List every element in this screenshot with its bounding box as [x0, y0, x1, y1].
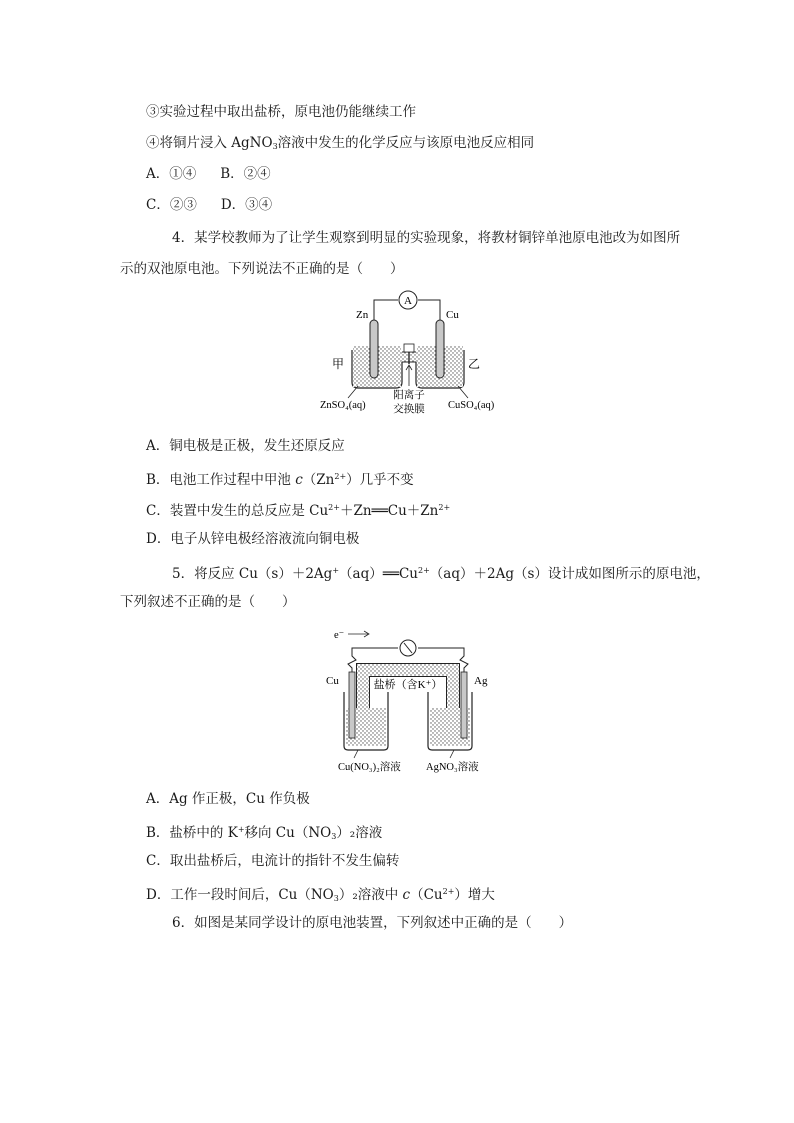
q5-option-c[interactable]: C．取出盐桥后，电流计的指针不发生偏转: [146, 853, 400, 869]
q5-ag-label: Ag: [474, 675, 488, 687]
q4-right-cell-label: 乙: [468, 357, 481, 371]
q3-option-d[interactable]: D．③④: [220, 197, 273, 213]
q4-left-cell-label: 甲: [332, 357, 345, 371]
q5-cu-label: Cu: [326, 675, 339, 687]
q3-option-a[interactable]: A．①④: [146, 166, 197, 182]
q5-stem-line-2: 下列叙述不正确的是（ ）: [120, 594, 296, 610]
q5-salt-bridge-cell-diagram: [318, 622, 498, 774]
q3-option-b[interactable]: B．②④: [220, 166, 271, 182]
q3-option-c[interactable]: C．②③: [146, 197, 197, 213]
q4-stem-line-1: 4．某学校教师为了让学生观察到明显的实验现象，将教材铜锌单池原电池改为如图所: [172, 230, 681, 246]
q4-membrane-label-2: 交换膜: [393, 404, 425, 415]
q4-membrane-label-1: 阳离子: [393, 390, 425, 401]
q4-left-wire: [374, 300, 398, 322]
q5-silver-electrode: [461, 672, 467, 738]
q3-options-row-1: [146, 165, 271, 183]
q4-option-c[interactable]: C．装置中发生的总反应是 $Cu^{2+}+Zn══Cu+Zn^{2+}$: [146, 503, 451, 519]
q5-right-solution-label: AgNO₃溶液: [426, 762, 479, 773]
q3-statement-3: ③实验过程中取出盐桥，原电池仍能继续工作: [146, 104, 416, 120]
q4-option-b[interactable]: B．电池工作过程中甲池 $c(Zn^{2+})$几乎不变: [146, 472, 414, 488]
q4-double-cell-diagram: [318, 286, 508, 426]
q5-option-a[interactable]: A．Ag 作正极，Cu 作负极: [146, 791, 310, 807]
q6-stem: 6．如图是某同学设计的原电池装置，下列叙述中正确的是（ ）: [172, 915, 573, 931]
zinc-electrode: [370, 320, 378, 378]
q4-option-a[interactable]: A．铜电极是正极，发生还原反应: [146, 438, 345, 454]
q4-cu-label: Cu: [446, 309, 459, 321]
q4-left-solution-label: ZnSO₄(aq): [320, 400, 366, 411]
q5-left-solution-label: Cu(NO₃)₂溶液: [338, 762, 401, 773]
q3-options-row-2: [146, 196, 272, 214]
q5-stem-line-1: 5．将反应 $Cu(s)+2Ag^+(aq)══Cu^{2+}(aq)+2Ag(s)$设计成如图所示的原电池，: [172, 566, 710, 582]
q3-statement-4: ④将铜片浸入 AgNO$_3$溶液中发生的化学反应与该原电池反应相同: [146, 135, 535, 151]
q5-electron-label: e⁻: [334, 630, 345, 641]
q4-right-wire: [418, 300, 440, 322]
copper-electrode: [436, 320, 444, 378]
q5-option-b[interactable]: B．盐桥中的 K+移向 $Cu(NO_3)_2$溶液: [146, 825, 383, 841]
q5-salt-bridge-label: 盐桥（含K⁺）: [373, 679, 443, 691]
q5-copper-electrode: [349, 672, 355, 738]
q4-ammeter-label: A: [404, 295, 412, 307]
q4-option-d[interactable]: D．电子从锌电极经溶液流向铜电极: [146, 531, 360, 547]
q5-option-d[interactable]: D．工作一段时间后，$Cu(NO_3)_2$溶液中 $c(Cu^{2+})$增大: [146, 887, 495, 903]
q4-zn-label: Zn: [356, 309, 369, 321]
q4-stem-line-2: 示的双池原电池。下列说法不正确的是（ ）: [120, 261, 404, 277]
q4-right-solution-label: CuSO₄(aq): [448, 400, 495, 411]
